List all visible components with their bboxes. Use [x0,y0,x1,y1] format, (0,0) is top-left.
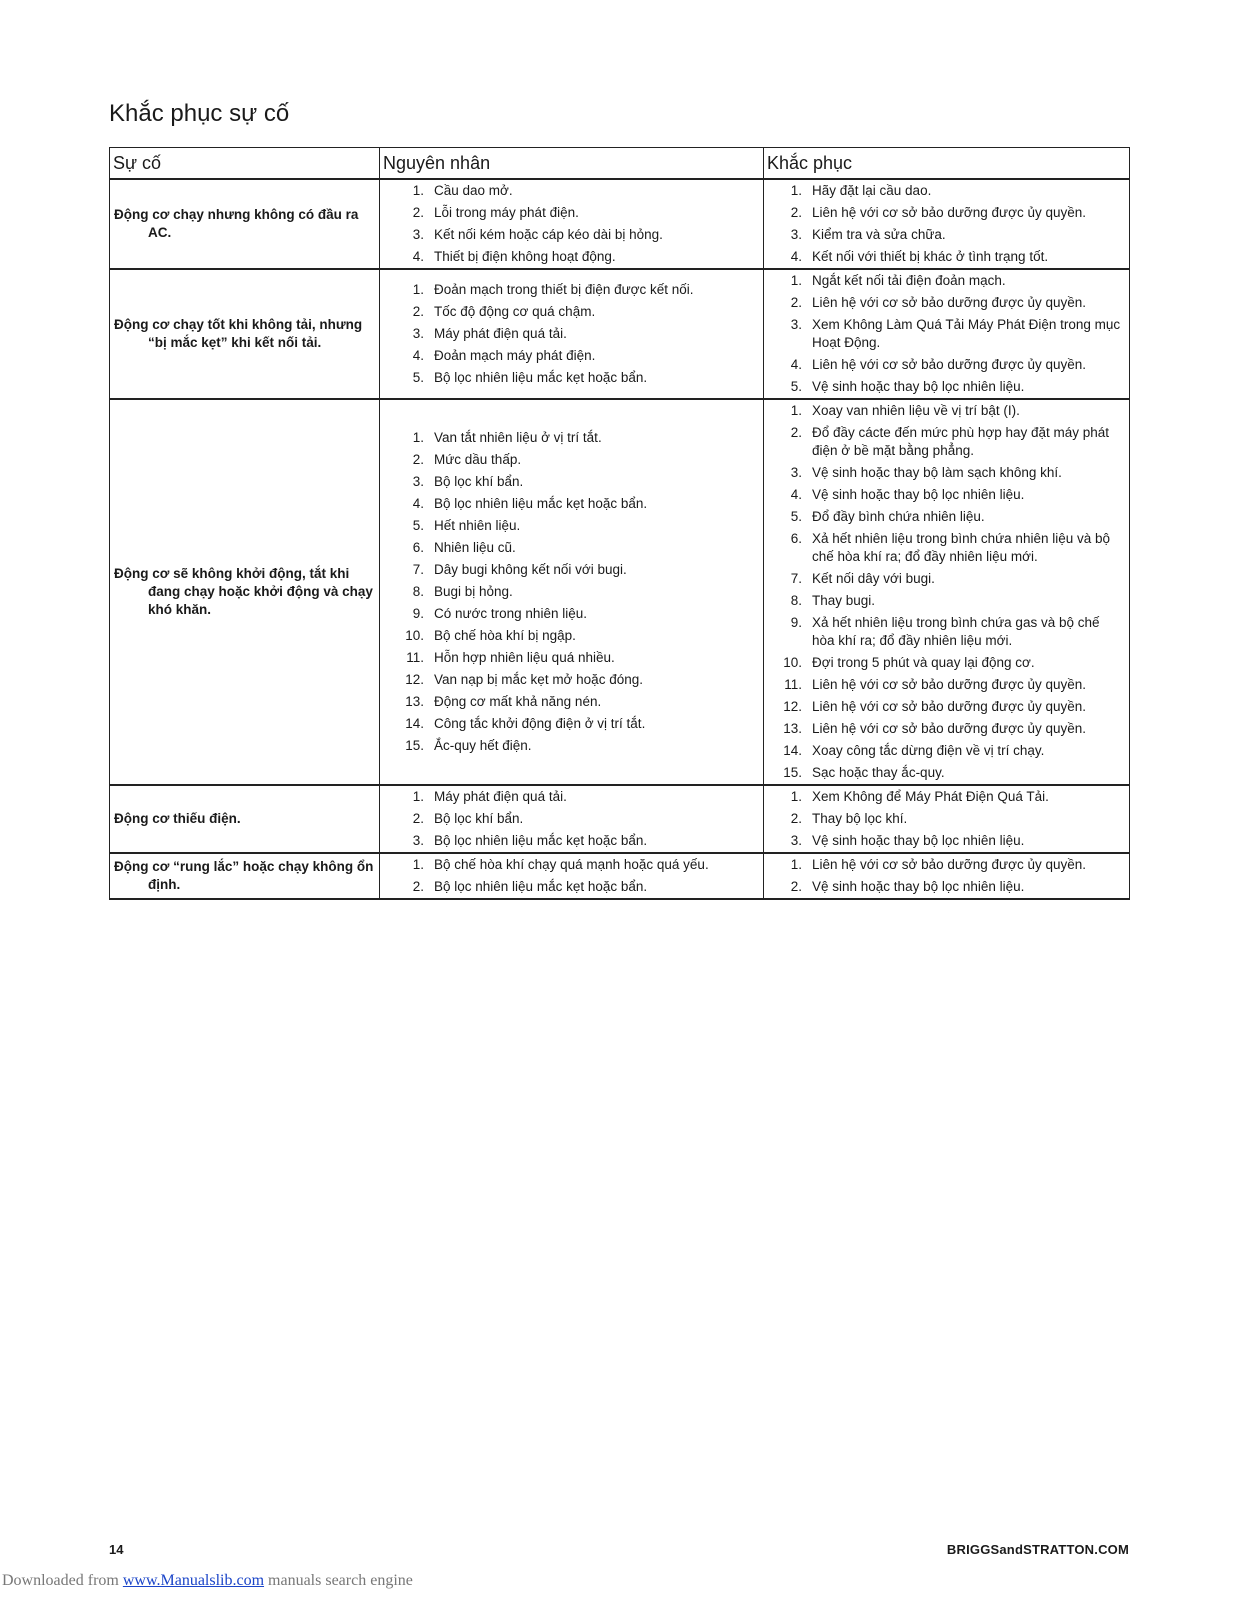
cause-number: 7. [412,562,424,577]
fix-item [764,876,1129,898]
fix-number: 10. [783,655,802,670]
cause-cell [380,399,764,785]
fix-item [764,422,1129,462]
fix-number: 3. [790,227,802,242]
cause-text: Mức dầu thấp. [434,452,522,467]
fix-text: Xem Không để Máy Phát Điện Quá Tải. [812,789,1049,804]
cause-number: 1. [412,789,424,804]
fix-number: 2. [790,811,802,826]
cause-text: Bộ lọc nhiên liệu mắc kẹt hoặc bẩn. [434,496,648,511]
fix-text: Ngắt kết nối tải điện đoản mạch. [812,273,1006,288]
footer-prefix: Downloaded from [2,1572,123,1589]
fix-item [764,740,1129,762]
cause-item [380,323,763,345]
issue-text: Động cơ “rung lắc” hoặc chạy không ổn định. [114,859,374,892]
cause-number: 14. [405,716,424,731]
issue-cell [110,269,380,399]
cause-item [380,647,763,669]
fix-number: 2. [790,879,802,894]
table-row [110,269,1130,399]
issue-cell [110,179,380,269]
table-row [110,853,1130,899]
cause-text: Máy phát điện quá tải. [434,326,567,341]
cause-number: 13. [405,694,424,709]
cause-text: Hỗn hợp nhiên liệu quá nhiều. [434,650,615,665]
cause-text: Động cơ mất khả năng nén. [434,694,602,709]
cause-text: Đoản mạch máy phát điện. [434,348,596,363]
fix-text: Đổ đầy bình chứa nhiên liệu. [812,509,985,524]
cause-number: 10. [405,628,424,643]
cause-text: Bộ lọc nhiên liệu mắc kẹt hoặc bẩn. [434,879,648,894]
cause-text: Bộ lọc nhiên liệu mắc kẹt hoặc bẩn. [434,370,648,385]
cause-number: 4. [412,348,424,363]
fix-item [764,612,1129,652]
fix-item [764,270,1129,292]
fix-text: Liên hệ với cơ sở bảo dưỡng được ủy quyền. [812,677,1086,692]
issue-cell [110,853,380,899]
cause-item [380,669,763,691]
cause-item [380,367,763,389]
cause-item [380,246,763,268]
cause-item [380,735,763,757]
cause-number: 2. [412,879,424,894]
cause-item [380,537,763,559]
cause-number: 2. [412,452,424,467]
fix-text: Đợi trong 5 phút và quay lại động cơ. [812,655,1035,670]
cause-text: Nhiên liệu cũ. [434,540,516,555]
cause-number: 15. [405,738,424,753]
fix-number: 1. [790,273,802,288]
cause-number: 3. [412,474,424,489]
fix-text: Hãy đặt lại cầu dao. [812,183,932,198]
cause-text: Có nước trong nhiên liệu. [434,606,587,621]
cause-item [380,515,763,537]
fix-text: Xả hết nhiên liệu trong bình chứa gas và bộ chế hòa khí ra; đổ đầy nhiên liệu mới. [812,615,1100,648]
cause-item [380,786,763,808]
fix-cell [764,853,1130,899]
cause-text: Bộ lọc nhiên liệu mắc kẹt hoặc bẩn. [434,833,648,848]
cause-item [380,830,763,852]
fix-list [764,854,1129,898]
troubleshooting-table [109,147,1130,900]
cause-text: Bộ chế hòa khí chạy quá mạnh hoặc quá yếu. [434,857,709,872]
fix-list [764,270,1129,398]
fix-number: 1. [790,183,802,198]
cause-list [380,786,763,852]
cause-item [380,493,763,515]
fix-number: 6. [790,531,802,546]
cause-text: Van nạp bị mắc kẹt mở hoặc đóng. [434,672,643,687]
cause-text: Cầu dao mở. [434,183,513,198]
cause-item [380,625,763,647]
fix-text: Thay bugi. [812,593,876,608]
fix-text: Kết nối dây với bugi. [812,571,935,586]
cause-item [380,471,763,493]
page-number: 14 [109,1542,124,1557]
cause-item [380,691,763,713]
cause-list [380,854,763,898]
cause-item [380,449,763,471]
cause-number: 9. [412,606,424,621]
table-row [110,785,1130,853]
fix-number: 5. [790,509,802,524]
fix-text: Vệ sinh hoặc thay bộ lọc nhiên liệu. [812,833,1025,848]
cause-number: 2. [412,304,424,319]
fix-item [764,808,1129,830]
fix-list [764,786,1129,852]
cause-text: Đoản mạch trong thiết bị điện được kết nối. [434,282,694,297]
issue-cell [110,785,380,853]
cause-number: 3. [412,326,424,341]
cause-item [380,301,763,323]
cause-text: Bộ lọc khí bẩn. [434,811,524,826]
cause-number: 5. [412,518,424,533]
cause-number: 4. [412,249,424,264]
fix-item [764,718,1129,740]
brand-url: BRIGGSandSTRATTON.COM [946,1542,1129,1557]
fix-item [764,652,1129,674]
header-issue: Sự cố [110,148,380,180]
fix-number: 2. [790,205,802,220]
fix-item [764,314,1129,354]
cause-text: Kết nối kém hoặc cáp kéo dài bị hỏng. [434,227,663,242]
fix-item [764,484,1129,506]
fix-text: Thay bộ lọc khí. [812,811,908,826]
table-header-row [110,148,1130,180]
table-row [110,179,1130,269]
fix-number: 4. [790,487,802,502]
fix-item [764,354,1129,376]
cause-number: 3. [412,227,424,242]
fix-item [764,224,1129,246]
cause-cell [380,853,764,899]
fix-number: 1. [790,789,802,804]
fix-item [764,246,1129,268]
fix-item [764,830,1129,852]
cause-text: Tốc độ động cơ quá chậm. [434,304,596,319]
fix-cell [764,179,1130,269]
issue-text: Động cơ thiếu điện. [114,811,241,826]
header-fix: Khắc phục [764,148,1130,180]
cause-text: Ắc-quy hết điện. [434,738,532,753]
cause-text: Máy phát điện quá tải. [434,789,567,804]
fix-text: Vệ sinh hoặc thay bộ lọc nhiên liệu. [812,879,1025,894]
cause-number: 1. [412,282,424,297]
fix-number: 7. [790,571,802,586]
fix-text: Xả hết nhiên liệu trong bình chứa nhiên liệu và bộ chế hòa khí ra; đổ đầy nhiên liệu mới. [812,531,1111,564]
fix-item [764,696,1129,718]
fix-text: Vệ sinh hoặc thay bộ làm sạch không khí. [812,465,1062,480]
cause-item [380,345,763,367]
cause-number: 3. [412,833,424,848]
fix-cell [764,269,1130,399]
fix-cell [764,399,1130,785]
cause-item [380,279,763,301]
cause-item [380,224,763,246]
download-footer [2,1572,413,1590]
fix-number: 3. [790,833,802,848]
fix-number: 4. [790,249,802,264]
fix-number: 3. [790,465,802,480]
cause-number: 5. [412,370,424,385]
fix-number: 9. [790,615,802,630]
fix-text: Xoay van nhiên liệu về vị trí bật (I). [812,403,1020,418]
cause-number: 2. [412,205,424,220]
fix-number: 1. [790,403,802,418]
cause-text: Hết nhiên liệu. [434,518,521,533]
issue-text: Động cơ sẽ không khởi động, tắt khi đang chạy hoặc khởi động và chạy khó khăn. [114,566,373,617]
fix-item [764,568,1129,590]
manualslib-link[interactable]: www.Manualslib.com [122,1572,265,1589]
fix-item [764,506,1129,528]
fix-text: Liên hệ với cơ sở bảo dưỡng được ủy quyền. [812,295,1086,310]
fix-number: 12. [783,699,802,714]
cause-list [380,180,763,268]
fix-text: Kết nối với thiết bị khác ở tình trạng tốt. [812,249,1049,264]
cause-number: 12. [405,672,424,687]
fix-text: Vệ sinh hoặc thay bộ lọc nhiên liệu. [812,379,1025,394]
fix-number: 4. [790,357,802,372]
cause-item [380,559,763,581]
cause-number: 11. [406,650,424,665]
cause-list [380,279,763,389]
fix-text: Kiểm tra và sửa chữa. [812,227,946,242]
cause-item [380,713,763,735]
cause-cell [380,785,764,853]
cause-number: 8. [412,584,424,599]
cause-cell [380,179,764,269]
cause-number: 6. [412,540,424,555]
cause-item [380,202,763,224]
issue-text: Động cơ chạy tốt khi không tải, nhưng “bị mắc kẹt” khi kết nối tải. [114,317,363,350]
fix-item [764,854,1129,876]
fix-item [764,590,1129,612]
cause-number: 1. [412,857,424,872]
fix-item [764,376,1129,398]
fix-text: Liên hệ với cơ sở bảo dưỡng được ủy quyền. [812,205,1086,220]
cause-list [380,427,763,757]
fix-number: 2. [790,295,802,310]
fix-item [764,202,1129,224]
fix-number: 11. [784,677,802,692]
cause-item [380,808,763,830]
fix-list [764,180,1129,268]
fix-number: 5. [790,379,802,394]
cause-text: Dây bugi không kết nối với bugi. [434,562,627,577]
cause-text: Bộ chế hòa khí bị ngập. [434,628,576,643]
fix-item [764,674,1129,696]
cause-number: 1. [412,430,424,445]
cause-item [380,581,763,603]
cause-item [380,854,763,876]
fix-text: Xoay công tắc dừng điện về vị trí chạy. [812,743,1045,758]
cause-item [380,427,763,449]
fix-number: 1. [790,857,802,872]
cause-text: Bộ lọc khí bẩn. [434,474,524,489]
fix-text: Liên hệ với cơ sở bảo dưỡng được ủy quyền. [812,699,1086,714]
fix-text: Xem Không Làm Quá Tải Máy Phát Điện trong mục Hoạt Động. [812,317,1121,350]
cause-item [380,876,763,898]
cause-number: 4. [412,496,424,511]
cause-text: Bugi bị hỏng. [434,584,513,599]
cause-text: Công tắc khởi động điện ở vị trí tắt. [434,716,646,731]
cause-number: 1. [412,183,424,198]
fix-text: Liên hệ với cơ sở bảo dưỡng được ủy quyền. [812,357,1086,372]
fix-item [764,462,1129,484]
issue-cell [110,399,380,785]
fix-item [764,786,1129,808]
fix-text: Liên hệ với cơ sở bảo dưỡng được ủy quyền. [812,721,1086,736]
fix-number: 8. [790,593,802,608]
fix-number: 13. [783,721,802,736]
cause-number: 2. [412,811,424,826]
fix-number: 14. [783,743,802,758]
fix-text: Liên hệ với cơ sở bảo dưỡng được ủy quyền. [812,857,1086,872]
fix-number: 3. [790,317,802,332]
fix-text: Sạc hoặc thay ắc-quy. [812,765,945,780]
fix-number: 2. [790,425,802,440]
fix-item [764,292,1129,314]
fix-list [764,400,1129,784]
table-row [110,399,1130,785]
fix-text: Vệ sinh hoặc thay bộ lọc nhiên liệu. [812,487,1025,502]
cause-text: Van tắt nhiên liệu ở vị trí tắt. [434,430,602,445]
cause-text: Thiết bị điện không hoạt động. [434,249,616,264]
fix-number: 15. [783,765,802,780]
header-cause: Nguyên nhân [380,148,764,180]
fix-cell [764,785,1130,853]
footer-suffix: manuals search engine [264,1572,413,1589]
fix-item [764,180,1129,202]
fix-item [764,400,1129,422]
page-title: Khắc phục sự cố [109,100,290,127]
cause-item [380,603,763,625]
cause-text: Lỗi trong máy phát điện. [434,205,579,220]
fix-text: Đổ đầy cácte đến mức phù hợp hay đặt máy phát điện ở bề mặt bằng phẳng. [812,425,1110,458]
fix-item [764,528,1129,568]
cause-cell [380,269,764,399]
fix-item [764,762,1129,784]
cause-item [380,180,763,202]
issue-text: Động cơ chạy nhưng không có đầu ra AC. [114,207,359,240]
